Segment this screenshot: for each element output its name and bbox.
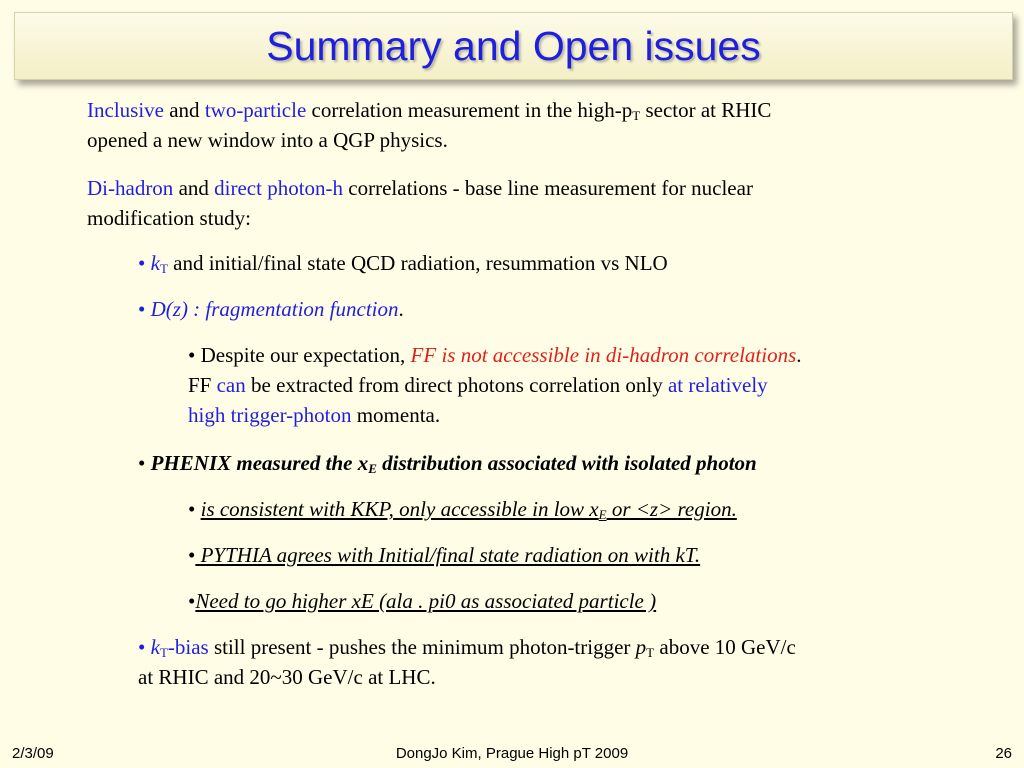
bullet-dot: • bbox=[138, 635, 146, 659]
subscript: T bbox=[632, 108, 641, 123]
bullet-fragmentation bbox=[138, 294, 404, 324]
paragraph-dihadron bbox=[87, 173, 753, 233]
text: at RHIC and 20~30 GeV/c at LHC. bbox=[138, 665, 436, 689]
subscript: E bbox=[598, 507, 607, 522]
text: PYTHIA agrees with Initial/final state radiation on with kT. bbox=[195, 543, 701, 567]
subscript: E bbox=[368, 461, 377, 476]
bullet-dot: • bbox=[138, 451, 146, 475]
text: sector at RHIC bbox=[640, 98, 772, 122]
subbullet-despite bbox=[188, 340, 958, 430]
bullet-dot: • bbox=[188, 343, 196, 367]
bullet-dot: • bbox=[138, 251, 146, 275]
text: distribution associated with isolated photon bbox=[376, 451, 757, 475]
text: and bbox=[173, 176, 215, 200]
text: is consistent with KKP, only accessible in low x bbox=[200, 497, 599, 521]
bullet-phenix bbox=[138, 448, 757, 478]
subbullet-pythia bbox=[188, 540, 700, 570]
text: be extracted from direct photons correlation only bbox=[245, 373, 668, 397]
text: . bbox=[398, 297, 404, 321]
term-k: k bbox=[150, 251, 160, 275]
term-two-particle: two-particle bbox=[204, 98, 307, 122]
text: FF bbox=[188, 373, 217, 397]
subbullet-kkp bbox=[188, 494, 737, 524]
text: or <z> region. bbox=[606, 497, 737, 521]
text: . bbox=[796, 343, 802, 367]
bullet-dot: • bbox=[188, 497, 196, 521]
bullet-kt bbox=[138, 248, 668, 278]
text: and initial/final state QCD radiation, resummation vs NLO bbox=[167, 251, 668, 275]
term-k: k bbox=[150, 635, 160, 659]
bullet-kt-bias bbox=[138, 632, 958, 692]
text: momenta. bbox=[351, 403, 441, 427]
footer-author: DongJo Kim, Prague High pT 2009 bbox=[395, 745, 629, 762]
term-relatively: at relatively bbox=[667, 373, 768, 397]
term-direct-photon-h: direct photon-h bbox=[214, 176, 344, 200]
text: still present - pushes the minimum photon-trigger bbox=[208, 635, 636, 659]
text: Despite our expectation, bbox=[195, 343, 406, 367]
footer-page-number: 26 bbox=[995, 745, 1012, 762]
term-dz: D(z) : fragmentation function bbox=[150, 297, 399, 321]
text: opened a new window into a QGP physics. bbox=[87, 128, 448, 152]
subscript: T bbox=[159, 645, 168, 660]
bullet-dot: • bbox=[188, 543, 196, 567]
warning-text: FF is not accessible in di-hadron correlations bbox=[405, 343, 797, 367]
text: and bbox=[163, 98, 205, 122]
text: correlation measurement in the high-p bbox=[306, 98, 633, 122]
subbullet-higher-xe bbox=[188, 586, 656, 616]
footer-date: 2/3/09 bbox=[12, 745, 54, 762]
text: modification study: bbox=[87, 206, 251, 230]
text: above 10 GeV/c bbox=[654, 635, 796, 659]
subscript: T bbox=[646, 645, 655, 660]
text: correlations - base line measurement for nuclear bbox=[343, 176, 753, 200]
title-banner bbox=[14, 12, 1013, 80]
text: Need to go higher xE (ala . pi0 as associated particle ) bbox=[195, 589, 657, 613]
text: PHENIX measured the x bbox=[145, 451, 369, 475]
term-high-trigger: high trigger-photon bbox=[188, 403, 352, 427]
bullet-dot: • bbox=[188, 589, 196, 613]
term-p: p bbox=[635, 635, 647, 659]
term-inclusive: Inclusive bbox=[87, 98, 164, 122]
subscript: T bbox=[159, 261, 168, 276]
term-bias: -bias bbox=[167, 635, 209, 659]
paragraph-inclusive bbox=[87, 95, 771, 155]
bullet-dot: • bbox=[138, 297, 146, 321]
page-title: Summary and Open issues bbox=[266, 22, 761, 69]
term-can: can bbox=[216, 373, 246, 397]
term-di-hadron: Di-hadron bbox=[87, 176, 174, 200]
